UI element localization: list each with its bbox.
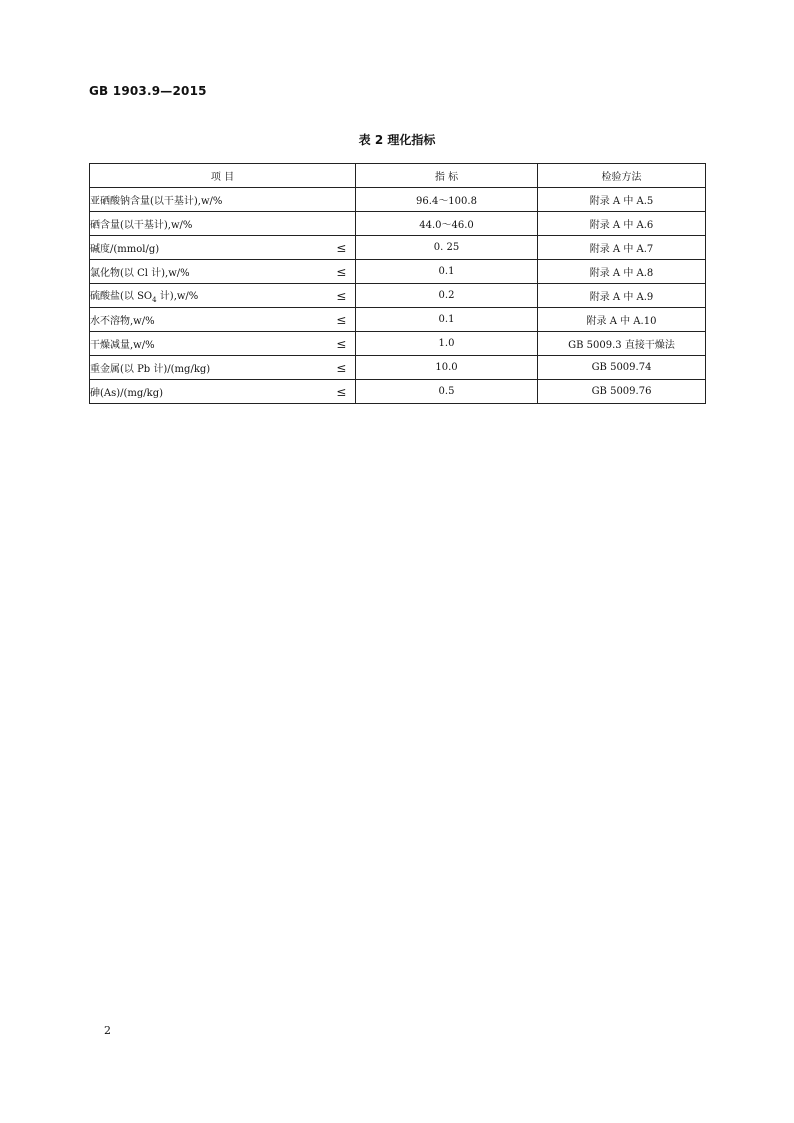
row-method: GB 5009.3 直接干燥法 bbox=[538, 332, 706, 356]
row-symbol: ≤ bbox=[328, 260, 356, 284]
row-method: 附录 A 中 A.10 bbox=[538, 308, 706, 332]
row-method: 附录 A 中 A.8 bbox=[538, 260, 706, 284]
table-row bbox=[90, 236, 706, 260]
row-method: 附录 A 中 A.5 bbox=[538, 188, 706, 212]
row-item: 干燥减量,w/% bbox=[90, 332, 328, 356]
standard-code: GB 1903.9—2015 bbox=[89, 84, 207, 98]
row-method: 附录 A 中 A.6 bbox=[538, 212, 706, 236]
row-value: 10.0 bbox=[356, 356, 538, 380]
table-row bbox=[90, 380, 706, 404]
row-item: 氯化物(以 Cl 计),w/% bbox=[90, 260, 328, 284]
spec-table bbox=[89, 163, 706, 404]
row-item-text-tail: 计),w/% bbox=[156, 291, 199, 302]
row-method: GB 5009.76 bbox=[538, 380, 706, 404]
row-value: 0.5 bbox=[356, 380, 538, 404]
row-item bbox=[90, 284, 328, 308]
row-symbol: ≤ bbox=[328, 236, 356, 260]
table-header-row bbox=[90, 164, 706, 188]
row-value: 0.2 bbox=[356, 284, 538, 308]
row-symbol: ≤ bbox=[328, 284, 356, 308]
row-value: 0. 25 bbox=[356, 236, 538, 260]
table-row bbox=[90, 260, 706, 284]
row-symbol: ≤ bbox=[328, 380, 356, 404]
row-method: 附录 A 中 A.9 bbox=[538, 284, 706, 308]
table-title: 表 2 理化指标 bbox=[358, 133, 436, 147]
row-item: 砷(As)/(mg/kg) bbox=[90, 380, 328, 404]
col-header-method: 检验方法 bbox=[538, 164, 706, 188]
row-item: 碱度/(mmol/g) bbox=[90, 236, 328, 260]
table-row bbox=[90, 356, 706, 380]
row-symbol: ≤ bbox=[328, 356, 356, 380]
row-item: 水不溶物,w/% bbox=[90, 308, 328, 332]
row-method: 附录 A 中 A.7 bbox=[538, 236, 706, 260]
row-item: 重金属(以 Pb 计)/(mg/kg) bbox=[90, 356, 328, 380]
row-symbol: ≤ bbox=[328, 308, 356, 332]
row-value: 0.1 bbox=[356, 308, 538, 332]
row-symbol: ≤ bbox=[328, 332, 356, 356]
table-row bbox=[90, 212, 706, 236]
table-row bbox=[90, 284, 706, 308]
row-value: 44.0～46.0 bbox=[356, 212, 538, 236]
table-row bbox=[90, 188, 706, 212]
col-header-item: 项 目 bbox=[90, 164, 356, 188]
row-item: 硒含量(以干基计),w/% bbox=[90, 212, 356, 236]
row-item-text: 硫酸盐(以 SO bbox=[90, 291, 153, 302]
row-method: GB 5009.74 bbox=[538, 356, 706, 380]
col-header-value: 指 标 bbox=[356, 164, 538, 188]
row-item: 亚硒酸钠含量(以干基计),w/% bbox=[90, 188, 356, 212]
row-item-subscript: 4 bbox=[152, 296, 157, 304]
table-row bbox=[90, 308, 706, 332]
row-value: 1.0 bbox=[356, 332, 538, 356]
page-number: 2 bbox=[104, 1024, 111, 1037]
row-value: 0.1 bbox=[356, 260, 538, 284]
row-value: 96.4～100.8 bbox=[356, 188, 538, 212]
table-row bbox=[90, 332, 706, 356]
